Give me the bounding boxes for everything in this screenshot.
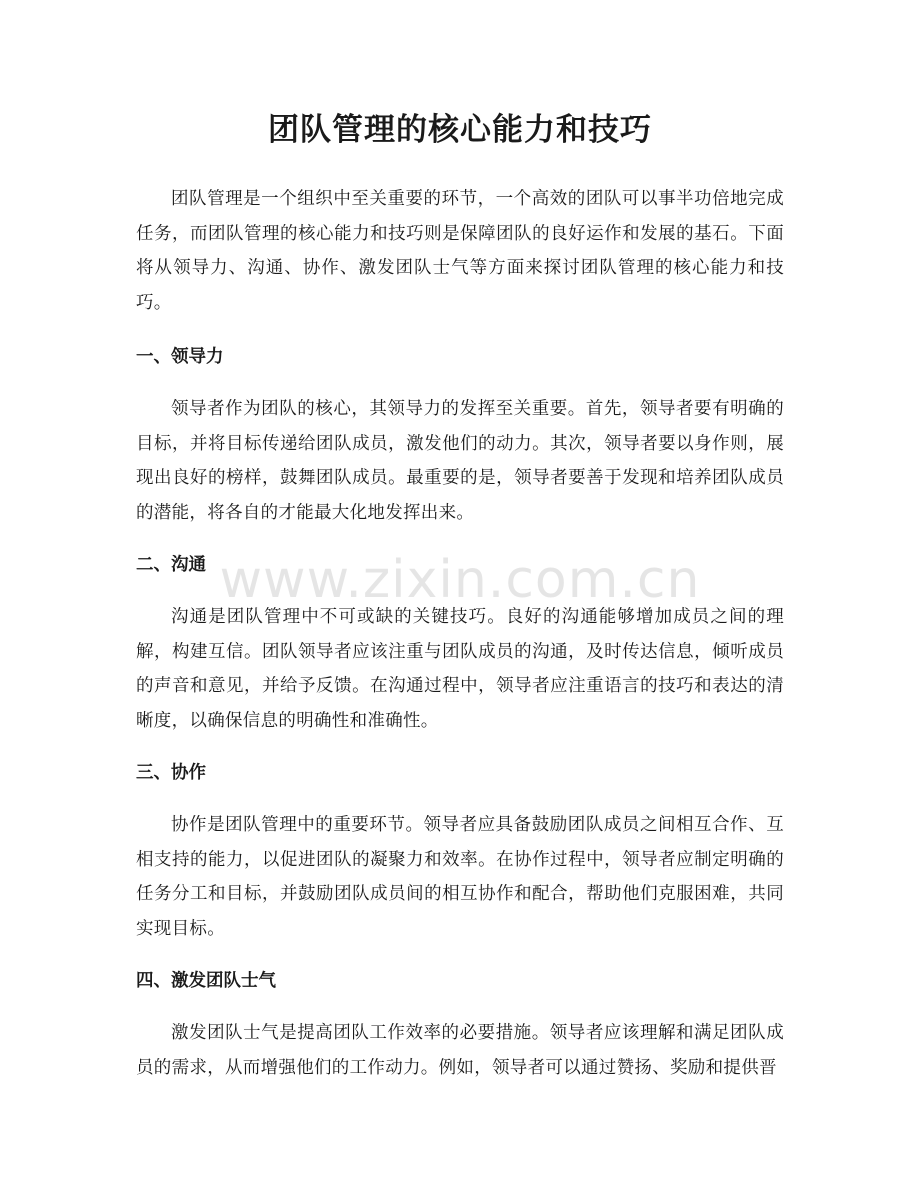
document-title: 团队管理的核心能力和技巧 [268,112,652,148]
section-heading-leadership: 一、领导力 [136,347,224,367]
watermark: www.zixin.com.cn [219,550,701,610]
intro-paragraph: 团队管理是一个组织中至关重要的环节，一个高效的团队可以事半功倍地完成任务，而团队管理的核心能力和技巧则是保障团队的良好运作和发展的基石。下面将从领导力、沟通、协作、激发团队士气等方面来探讨团队管理的核心能力和技巧。 [136,189,784,313]
section-body-morale: 激发团队士气是提高团队工作效率的必要措施。领导者应该理解和满足团队成员的需求，从而增强他们的工作动力。例如，领导者可以通过赞扬、奖励和提供晋 [136,1023,784,1078]
section-heading-communication: 二、沟通 [136,555,206,575]
section-heading-morale: 四、激发团队士气 [136,971,276,991]
section-body-leadership: 领导者作为团队的核心，其领导力的发挥至关重要。首先，领导者要有明确的目标，并将目标传递给团队成员，激发他们的动力。其次，领导者要以身作则，展现出良好的榜样，鼓舞团队成员。最重要的是，领导者要善于发现和培养团队成员的潜能，将各自的才能最大化地发挥出来。 [136,399,784,523]
section-heading-collaboration: 三、协作 [136,763,206,783]
section-body-communication: 沟通是团队管理中不可或缺的关键技巧。良好的沟通能够增加成员之间的理解，构建互信。团队领导者应该注重与团队成员的沟通，及时传达信息，倾听成员的声音和意见，并给予反馈。在沟通过程中，领导者应注重语言的技巧和表达的清晰度，以确保信息的明确性和准确性。 [136,607,784,731]
section-body-collaboration: 协作是团队管理中的重要环节。领导者应具备鼓励团队成员之间相互合作、互相支持的能力，以促进团队的凝聚力和效率。在协作过程中，领导者应制定明确的任务分工和目标，并鼓励团队成员间的相互协作和配合，帮助他们克服困难，共同实现目标。 [136,815,784,939]
